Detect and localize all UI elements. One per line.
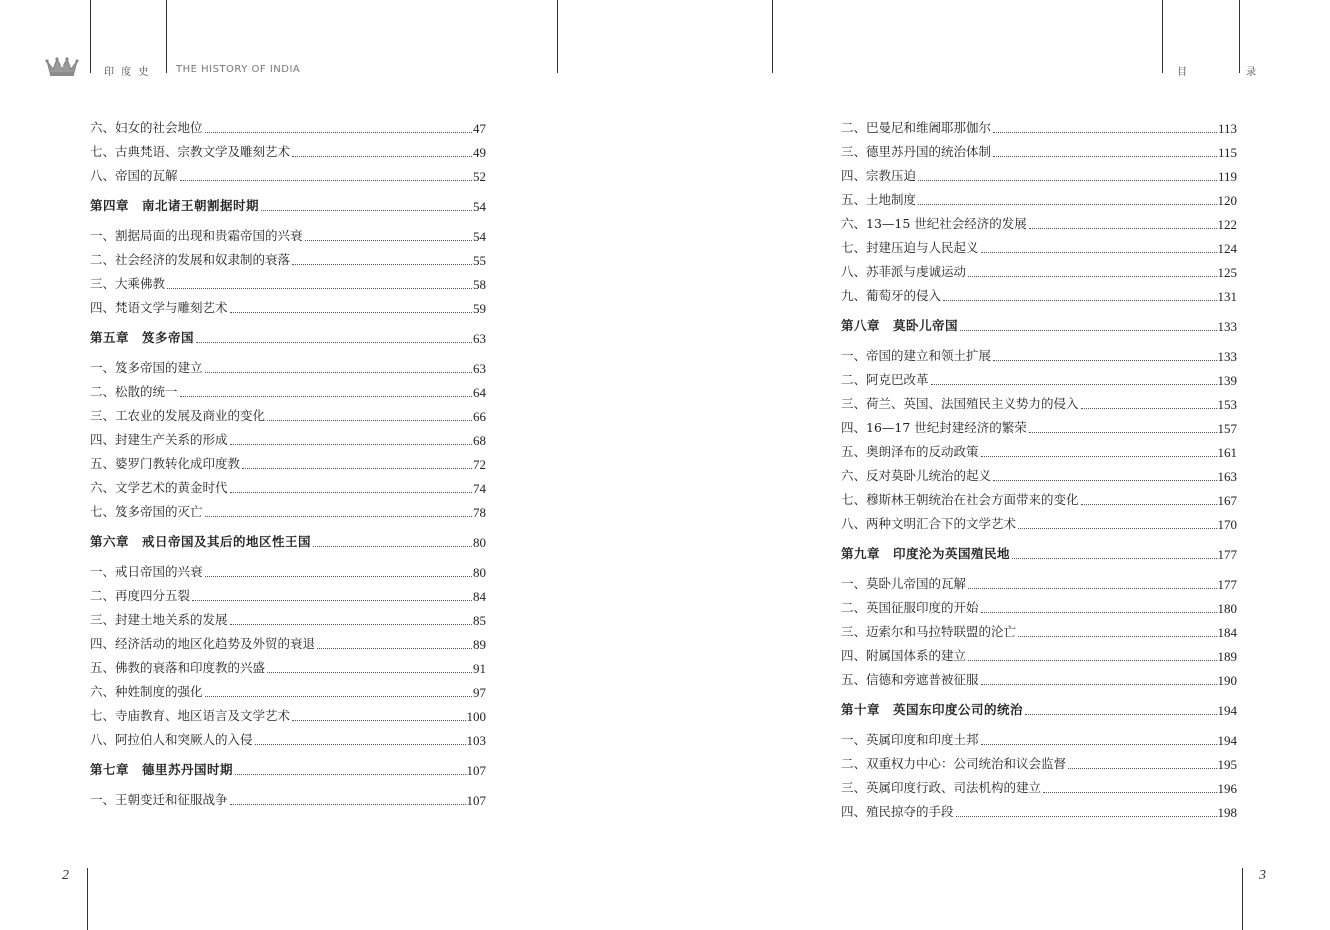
section-title: 五、信德和旁遮普被征服 — [841, 671, 979, 687]
page-ref: 120 — [1217, 192, 1237, 208]
toc-entry-row — [90, 224, 486, 248]
page-ref: 80 — [473, 564, 486, 580]
toc-entry-row — [841, 236, 1237, 260]
chapter-title: 第六章 戒日帝国及其后的地区性王国 — [90, 533, 312, 549]
page-ref: 139 — [1217, 372, 1237, 388]
dot-leader — [267, 420, 472, 421]
toc-entry-row — [841, 512, 1237, 536]
toc-entry-row — [90, 632, 486, 656]
toc-entry-row — [90, 428, 486, 452]
page-ref: 52 — [473, 168, 486, 184]
dot-leader — [1029, 228, 1217, 229]
toc-entry-row — [90, 380, 486, 404]
page-ref: 54 — [473, 228, 486, 244]
toc-entry-row — [841, 596, 1237, 620]
page-ref: 177 — [1217, 576, 1237, 592]
section-title: 八、两种文明汇合下的文学艺术 — [841, 515, 1017, 531]
toc-right-page — [841, 116, 1237, 824]
toc-entry-row — [90, 476, 486, 500]
section-title: 四、殖民掠夺的手段 — [841, 803, 954, 819]
page-ref: 157 — [1217, 420, 1237, 436]
dot-leader — [305, 240, 472, 241]
dot-leader — [1018, 636, 1216, 637]
toc-entry-row — [841, 392, 1237, 416]
dot-leader — [968, 276, 1216, 277]
section-title: 二、社会经济的发展和奴隶制的衰落 — [90, 251, 291, 267]
toc-entry-row — [841, 800, 1237, 824]
page-ref: 59 — [473, 300, 486, 316]
page-ref: 107 — [466, 762, 486, 778]
section-title: 六、妇女的社会地位 — [90, 119, 203, 135]
toc-chapter-row — [90, 188, 486, 224]
toc-entry-row — [90, 452, 486, 476]
toc-chapter-row — [841, 692, 1237, 728]
toc-entry-row — [90, 356, 486, 380]
toc-entry-row — [90, 248, 486, 272]
toc-entry-row — [841, 668, 1237, 692]
dot-leader — [205, 576, 472, 577]
dot-leader — [230, 492, 472, 493]
dot-leader — [230, 312, 472, 313]
dot-leader — [242, 468, 472, 469]
dot-leader — [1025, 714, 1216, 715]
page-ref: 78 — [473, 504, 486, 520]
dot-leader — [255, 744, 466, 745]
toc-entry-row — [90, 680, 486, 704]
dot-leader — [918, 204, 1216, 205]
page-ref: 161 — [1217, 444, 1237, 460]
page-ref: 80 — [473, 534, 486, 550]
toc-entry-row — [90, 116, 486, 140]
section-title: 四、16—17 世纪封建经济的繁荣 — [841, 419, 1027, 435]
page-ref: 195 — [1217, 756, 1237, 772]
page-ref: 170 — [1217, 516, 1237, 532]
dot-leader — [1081, 408, 1217, 409]
page-ref: 189 — [1217, 648, 1237, 664]
dot-leader — [205, 132, 472, 133]
dot-leader — [205, 696, 472, 697]
section-title: 七、寺庙教育、地区语言及文学艺术 — [90, 707, 291, 723]
page-ref: 47 — [473, 120, 486, 136]
toc-entry-row — [90, 560, 486, 584]
toc-entry-row — [90, 728, 486, 752]
section-title: 五、奥朗泽布的反动政策 — [841, 443, 979, 459]
toc-entry-row — [90, 788, 486, 812]
dot-leader — [993, 480, 1216, 481]
toc-entry-row — [841, 752, 1237, 776]
section-title: 五、婆罗门教转化成印度教 — [90, 455, 241, 471]
dot-leader — [968, 588, 1216, 589]
dot-leader — [993, 156, 1217, 157]
page-ref: 122 — [1217, 216, 1237, 232]
section-title: 七、穆斯林王朝统治在社会方面带来的变化 — [841, 491, 1079, 507]
dot-leader — [981, 456, 1217, 457]
page-ref: 58 — [473, 276, 486, 292]
page-ref: 133 — [1217, 318, 1237, 334]
page-ref: 196 — [1217, 780, 1237, 796]
section-title: 二、阿克巴改革 — [841, 371, 929, 387]
page-ref: 177 — [1217, 546, 1237, 562]
page-ref: 64 — [473, 384, 486, 400]
dot-leader — [180, 180, 472, 181]
dot-leader — [943, 300, 1216, 301]
section-title: 目 录 — [1177, 67, 1285, 78]
book-title-en: THE HISTORY OF INDIA — [176, 64, 301, 75]
section-title: 七、封建压迫与人民起义 — [841, 239, 979, 255]
section-title: 三、封建土地关系的发展 — [90, 611, 228, 627]
dot-leader — [230, 444, 472, 445]
dot-leader — [960, 330, 1216, 331]
section-title: 四、经济活动的地区化趋势及外贸的衰退 — [90, 635, 316, 651]
header-rule-4 — [772, 0, 773, 73]
dot-leader — [1018, 528, 1216, 529]
dot-leader — [993, 360, 1216, 361]
section-title: 二、双重权力中心：公司统治和议会监督 — [841, 755, 1067, 771]
toc-entry-row — [841, 728, 1237, 752]
section-title: 六、13—15 世纪社会经济的发展 — [841, 215, 1027, 231]
toc-chapter-row — [841, 308, 1237, 344]
toc-entry-row — [841, 284, 1237, 308]
toc-entry-row — [841, 572, 1237, 596]
dot-leader — [313, 546, 472, 547]
section-title: 三、德里苏丹国的统治体制 — [841, 143, 992, 159]
toc-entry-row — [841, 440, 1237, 464]
page-ref: 100 — [466, 708, 486, 724]
page-number-right: 3 — [1259, 868, 1266, 883]
toc-entry-row — [841, 260, 1237, 284]
dot-leader — [1081, 504, 1217, 505]
toc-entry-row — [90, 296, 486, 320]
page-ref: 194 — [1217, 702, 1237, 718]
book-title-cn: 印 度 史 — [104, 67, 151, 78]
dot-leader — [205, 516, 472, 517]
dot-leader — [1012, 558, 1216, 559]
toc-entry-row — [90, 164, 486, 188]
page-ref: 63 — [473, 360, 486, 376]
page-ref: 55 — [473, 252, 486, 268]
page-number-left: 2 — [62, 868, 69, 883]
page-ref: 131 — [1217, 288, 1237, 304]
page-ref: 85 — [473, 612, 486, 628]
section-title: 八、阿拉伯人和突厥人的入侵 — [90, 731, 253, 747]
section-title: 五、土地制度 — [841, 191, 917, 207]
page-ref: 103 — [466, 732, 486, 748]
page-ref: 63 — [473, 330, 486, 346]
page-ref: 89 — [473, 636, 486, 652]
section-title: 一、王朝变迁和征服战争 — [90, 791, 228, 807]
toc-entry-row — [841, 464, 1237, 488]
section-title: 七、古典梵语、宗教文学及雕刻艺术 — [90, 143, 291, 159]
section-title: 一、帝国的建立和领土扩展 — [841, 347, 992, 363]
toc-chapter-row — [90, 320, 486, 356]
section-title: 二、再度四分五裂 — [90, 587, 191, 603]
page-ref: 84 — [473, 588, 486, 604]
section-title: 八、帝国的瓦解 — [90, 167, 178, 183]
dot-leader — [1068, 768, 1216, 769]
dot-leader — [167, 288, 472, 289]
crown-icon — [45, 55, 79, 77]
toc-entry-row — [841, 212, 1237, 236]
toc-entry-row — [841, 164, 1237, 188]
page-ref: 113 — [1217, 120, 1237, 136]
section-title: 三、迈索尔和马拉特联盟的沦亡 — [841, 623, 1017, 639]
page-ref: 91 — [473, 660, 486, 676]
section-title: 一、笈多帝国的建立 — [90, 359, 203, 375]
section-title: 六、种姓制度的强化 — [90, 683, 203, 699]
dot-leader — [292, 720, 465, 721]
dot-leader — [981, 744, 1217, 745]
section-title: 七、笈多帝国的灭亡 — [90, 503, 203, 519]
toc-entry-row — [841, 140, 1237, 164]
toc-left-page — [90, 116, 486, 812]
page-ref: 54 — [473, 198, 486, 214]
page-ref: 115 — [1217, 144, 1237, 160]
toc-chapter-row — [90, 752, 486, 788]
toc-entry-row — [841, 488, 1237, 512]
toc-entry-row — [90, 656, 486, 680]
toc-chapter-row — [841, 536, 1237, 572]
section-title: 一、莫卧儿帝国的瓦解 — [841, 575, 967, 591]
page-ref: 124 — [1217, 240, 1237, 256]
section-title: 一、割据局面的出现和贵霜帝国的兴衰 — [90, 227, 303, 243]
section-title: 九、葡萄牙的侵入 — [841, 287, 942, 303]
header-rule-1 — [90, 0, 91, 73]
section-title: 三、荷兰、英国、法国殖民主义势力的侵入 — [841, 395, 1079, 411]
section-title: 一、戒日帝国的兴衰 — [90, 563, 203, 579]
toc-entry-row — [841, 416, 1237, 440]
dot-leader — [196, 342, 472, 343]
dot-leader — [981, 612, 1217, 613]
page-ref: 198 — [1217, 804, 1237, 820]
toc-entry-row — [90, 704, 486, 728]
toc-entry-row — [90, 272, 486, 296]
header-rule-5 — [1162, 0, 1163, 73]
toc-entry-row — [841, 116, 1237, 140]
dot-leader — [230, 804, 466, 805]
page-ref: 74 — [473, 480, 486, 496]
section-title: 四、梵语文学与雕刻艺术 — [90, 299, 228, 315]
dot-leader — [931, 384, 1217, 385]
toc-entry-row — [90, 404, 486, 428]
dot-leader — [180, 396, 472, 397]
page-ref: 180 — [1217, 600, 1237, 616]
dot-leader — [192, 600, 472, 601]
chapter-title: 第五章 笈多帝国 — [90, 329, 195, 345]
dot-leader — [235, 774, 465, 775]
toc-entry-row — [90, 584, 486, 608]
dot-leader — [981, 252, 1217, 253]
dot-leader — [230, 624, 472, 625]
page-ref: 194 — [1217, 732, 1237, 748]
footer-rule-right — [1242, 868, 1243, 930]
toc-entry-row — [841, 188, 1237, 212]
dot-leader — [956, 816, 1217, 817]
page-ref: 107 — [466, 792, 486, 808]
header-rule-2 — [166, 0, 167, 73]
dot-leader — [1043, 792, 1216, 793]
dot-leader — [292, 156, 472, 157]
page-ref: 125 — [1217, 264, 1237, 280]
toc-entry-row — [90, 608, 486, 632]
section-title: 三、英属印度行政、司法机构的建立 — [841, 779, 1042, 795]
section-title: 一、英属印度和印度土邦 — [841, 731, 979, 747]
section-title: 六、反对莫卧儿统治的起义 — [841, 467, 992, 483]
dot-leader — [981, 684, 1217, 685]
page-ref: 49 — [473, 144, 486, 160]
toc-entry-row — [841, 344, 1237, 368]
toc-entry-row — [90, 500, 486, 524]
section-title: 二、巴曼尼和维阇耶那伽尔 — [841, 119, 992, 135]
section-title: 二、松散的统一 — [90, 383, 178, 399]
dot-leader — [205, 372, 472, 373]
section-title: 四、封建生产关系的形成 — [90, 431, 228, 447]
dot-leader — [261, 210, 472, 211]
section-title: 三、大乘佛教 — [90, 275, 166, 291]
dot-leader — [292, 264, 472, 265]
section-title: 四、附属国体系的建立 — [841, 647, 967, 663]
page-ref: 190 — [1217, 672, 1237, 688]
chapter-title: 第四章 南北诸王朝割据时期 — [90, 197, 260, 213]
section-title: 八、苏菲派与虔诚运动 — [841, 263, 967, 279]
dot-leader — [918, 180, 1217, 181]
dot-leader — [968, 660, 1216, 661]
header-rule-3 — [557, 0, 558, 73]
toc-entry-row — [841, 776, 1237, 800]
page-ref: 133 — [1217, 348, 1237, 364]
toc-entry-row — [841, 620, 1237, 644]
toc-chapter-row — [90, 524, 486, 560]
section-title: 六、文学艺术的黄金时代 — [90, 479, 228, 495]
section-title: 三、工农业的发展及商业的变化 — [90, 407, 266, 423]
toc-entry-row — [90, 140, 486, 164]
page-ref: 119 — [1217, 168, 1237, 184]
dot-leader — [1029, 432, 1217, 433]
chapter-title: 第七章 德里苏丹国时期 — [90, 761, 234, 777]
footer-rule-left — [87, 868, 88, 930]
toc-entry-row — [841, 368, 1237, 392]
page-ref: 153 — [1217, 396, 1237, 412]
dot-leader — [267, 672, 472, 673]
toc-entry-row — [841, 644, 1237, 668]
section-title: 二、英国征服印度的开始 — [841, 599, 979, 615]
section-title: 四、宗教压迫 — [841, 167, 917, 183]
page-ref: 97 — [473, 684, 486, 700]
page-ref: 72 — [473, 456, 486, 472]
page-ref: 167 — [1217, 492, 1237, 508]
page-ref: 68 — [473, 432, 486, 448]
page-ref: 184 — [1217, 624, 1237, 640]
page-ref: 66 — [473, 408, 486, 424]
dot-leader — [993, 132, 1217, 133]
chapter-title: 第八章 莫卧儿帝国 — [841, 317, 959, 333]
dot-leader — [317, 648, 472, 649]
chapter-title: 第九章 印度沦为英国殖民地 — [841, 545, 1011, 561]
page-ref: 163 — [1217, 468, 1237, 484]
section-title: 五、佛教的衰落和印度教的兴盛 — [90, 659, 266, 675]
chapter-title: 第十章 英国东印度公司的统治 — [841, 701, 1024, 717]
